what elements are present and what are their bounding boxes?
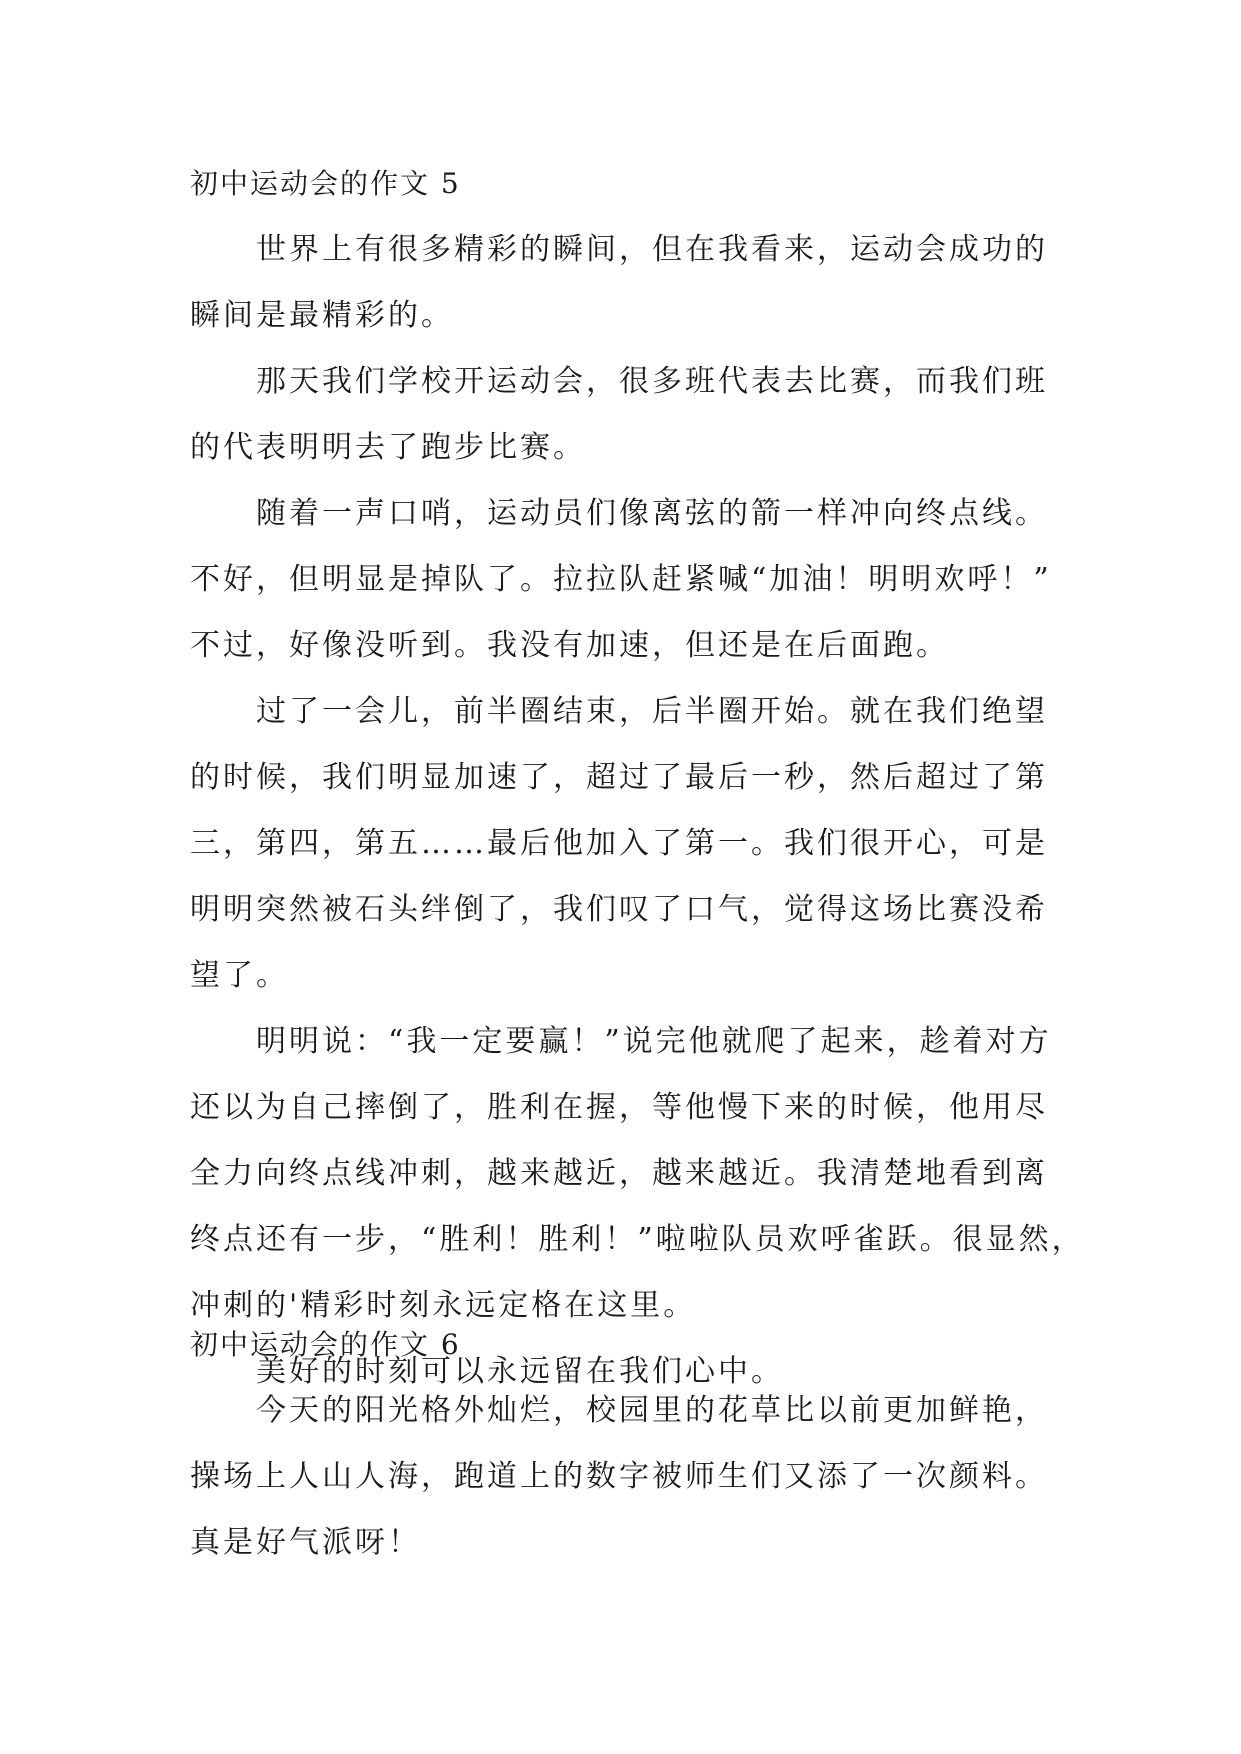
paragraph [190, 217, 1070, 349]
text-line: 望了。 [190, 958, 289, 993]
text-line: 瞬间是最精彩的。 [190, 298, 454, 333]
text-line: 三，第四，第五……最后他加入了第一。我们很开心，可是 [190, 826, 1048, 861]
text-line: 不过，好像没听到。我没有加速，但还是在后面跑。 [190, 628, 949, 663]
text-line: 操场上人山人海，跑道上的数字被师生们又添了一次颜料。 [190, 1459, 1048, 1494]
text-line: 过了一会儿，前半圈结束，后半圈开始。就在我们绝望 [256, 694, 1048, 729]
text-line: 真是好气派呀！ [190, 1525, 421, 1560]
text-line: 美好的时刻可以永远留在我们心中。 [256, 1354, 784, 1389]
text-line: 世界上有很多精彩的瞬间，但在我看来，运动会成功的 [256, 232, 1048, 267]
text-line: 的代表明明去了跑步比赛。 [190, 430, 586, 465]
text-line: 明明突然被石头绊倒了，我们叹了口气，觉得这场比赛没希 [190, 892, 1048, 927]
text-line: 全力向终点线冲刺，越来越近，越来越近。我清楚地看到离 [190, 1156, 1048, 1191]
text-line: 终点还有一步，“胜利！胜利！”啦啦队员欢呼雀跃。很显然， [190, 1222, 1085, 1257]
paragraph [190, 481, 1070, 679]
essay-section-6 [190, 1327, 1070, 1576]
text-line: 随着一声口哨，运动员们像离弦的箭一样冲向终点线。 [256, 496, 1048, 531]
text-line: 还以为自己摔倒了，胜利在握，等他慢下来的时候，他用尽 [190, 1090, 1048, 1125]
text-line: 不好，但明显是掉队了。拉拉队赶紧喊“加油！明明欢呼！” [190, 562, 1052, 597]
text-line: 明明说：“我一定要赢！”说完他就爬了起来，趁着对方 [256, 1024, 1052, 1059]
essay-section-5 [190, 166, 1085, 1405]
essay-title: 初中运动会的作文 6 [190, 1328, 461, 1361]
text-line: 冲刺的'精彩时刻永远定格在这里。 [190, 1288, 697, 1323]
paragraph [190, 679, 1070, 1009]
paragraph [190, 1009, 1085, 1339]
paragraph [190, 1378, 1070, 1576]
essay-title: 初中运动会的作文 5 [190, 167, 461, 200]
text-line: 的时候，我们明显加速了，超过了最后一秒，然后超过了第 [190, 760, 1048, 795]
paragraph [190, 349, 1070, 481]
text-line: 那天我们学校开运动会，很多班代表去比赛，而我们班 [256, 364, 1048, 399]
text-line: 今天的阳光格外灿烂，校园里的花草比以前更加鲜艳， [256, 1393, 1048, 1428]
